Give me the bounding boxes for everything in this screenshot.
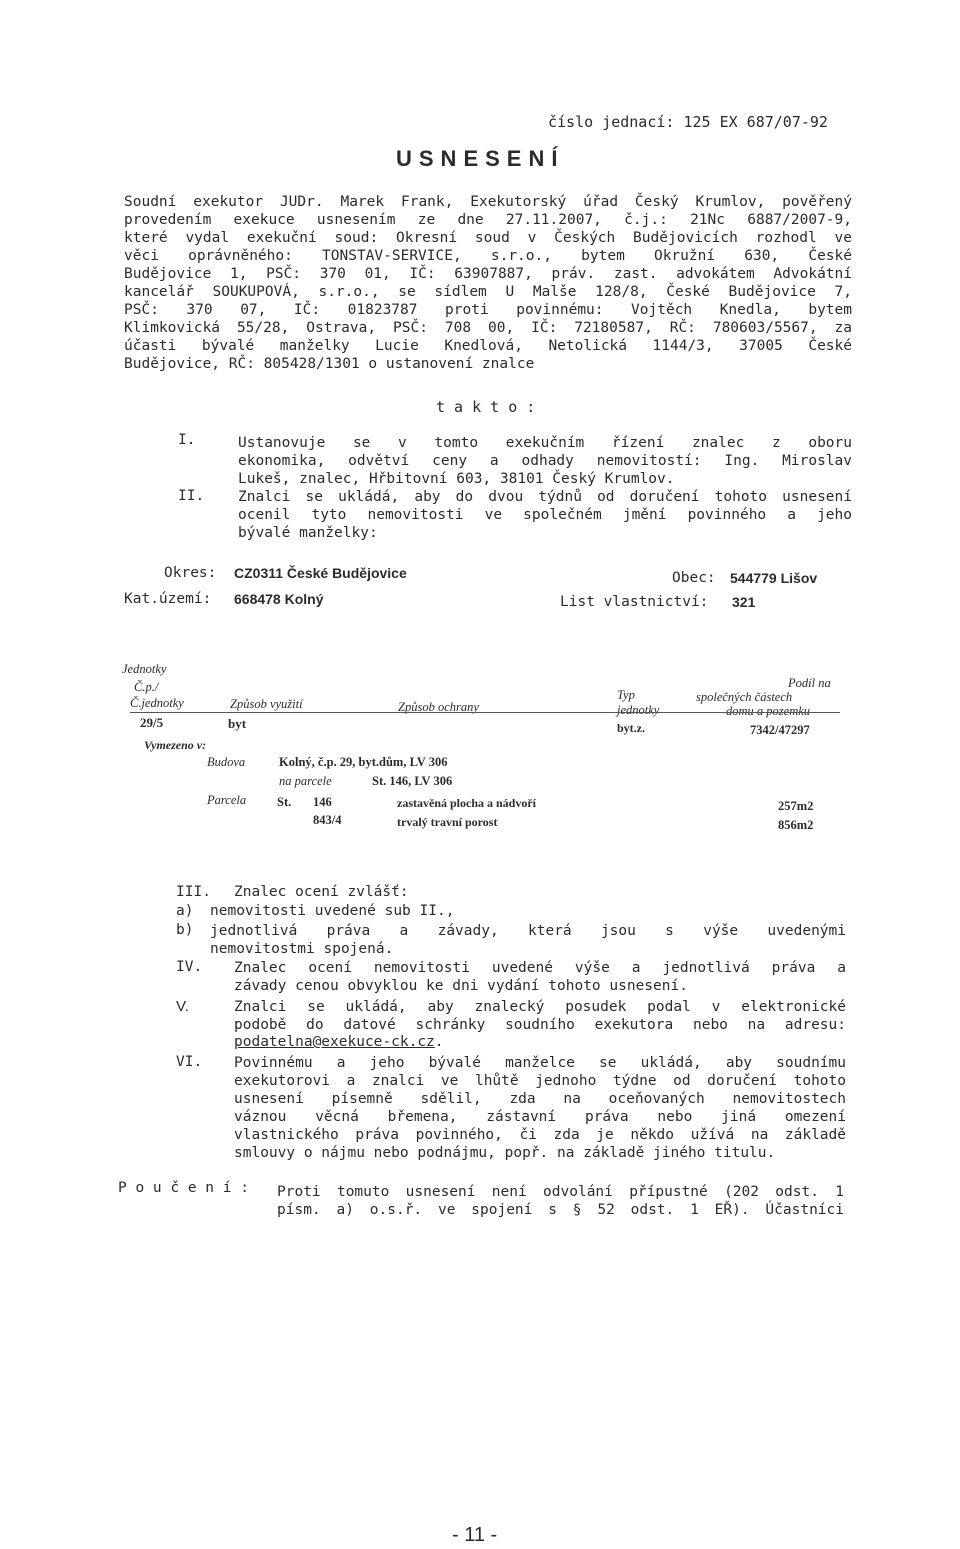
intro-line: věci oprávněného: TONSTAV-SERVICE, s.r.o., bytem Okružní 630, České bbox=[124, 248, 852, 264]
table-header-podil-pozemku: domu a pozemku bbox=[726, 704, 811, 718]
point-4-line: závady cenou obvyklou ke dni vydání tohoto usnesení. bbox=[234, 978, 688, 994]
intro-line: PSČ: 370 07, IČ: 01823787 proti povinnému: Vojtěch Knedla, bytem bbox=[124, 302, 852, 318]
point-5-text bbox=[234, 998, 846, 1034]
point-3-a-text: nemovitosti uvedené sub II., bbox=[210, 903, 455, 919]
point-5-line: Znalci se ukládá, aby znalecký posudek podal v elektronické bbox=[234, 999, 846, 1015]
reference-number: číslo jednací: 125 EX 687/07-92 bbox=[548, 113, 828, 131]
intro-line: účasti bývalé manželky Lucie Knedlová, Netolická 1144/3, 37005 České bbox=[124, 338, 852, 354]
unit-number: 29/5 bbox=[140, 715, 164, 730]
pouceni-text bbox=[277, 1183, 844, 1219]
parcela-prefix: St. bbox=[277, 795, 292, 809]
table-header-jednotky: Jednotky bbox=[122, 662, 167, 676]
point-1-line: Lukeš, znalec, Hřbitovní 603, 38101 Český Krumlov. bbox=[238, 471, 675, 487]
email-line-end: . bbox=[434, 1034, 444, 1050]
point-number: VI. bbox=[176, 1054, 203, 1070]
point-2-line: ocenil tyto nemovitosti ve společném jmění povinného a jeho bbox=[238, 507, 852, 523]
unit-usage: byt bbox=[228, 716, 247, 731]
unit-type: byt.z. bbox=[617, 721, 645, 735]
point-6-line: smlouvy o nájmu nebo podnájmu, popř. na základě jiného titulu. bbox=[234, 1145, 776, 1161]
point-4-text bbox=[234, 959, 846, 995]
point-number: III. bbox=[176, 884, 211, 900]
table-header-cjednotky: Č.jednotky bbox=[130, 696, 184, 710]
point-3-b-line: nemovitostmi spojená. bbox=[210, 941, 394, 957]
point-number: II. bbox=[178, 488, 205, 504]
sub-label: b) bbox=[176, 922, 194, 938]
point-2-line: bývalé manželky: bbox=[238, 525, 378, 541]
budova-value: Kolný, č.p. 29, byt.dům, LV 306 bbox=[279, 755, 448, 769]
point-number: V. bbox=[176, 998, 189, 1015]
obec-label: Obec: bbox=[672, 570, 716, 586]
point-number: I. bbox=[178, 432, 196, 448]
parcela-label: Parcela bbox=[207, 793, 247, 807]
intro-line: Budějovice 1, PSČ: 370 01, IČ: 63907887, práv. zast. advokátem Advokátní bbox=[124, 266, 852, 282]
na-parcele-value: St. 146, LV 306 bbox=[372, 774, 453, 788]
obec-value: 544779 Lišov bbox=[730, 570, 818, 586]
point-3-b-text bbox=[210, 922, 846, 958]
na-parcele-label: na parcele bbox=[279, 774, 332, 788]
point-6-text bbox=[234, 1054, 846, 1162]
takto-heading: t a k t o : bbox=[436, 398, 536, 416]
okres-value: CZ0311 České Budějovice bbox=[234, 565, 407, 581]
point-6-line: Povinnému a jeho bývalé manželce se ukládá, aby soudnímu bbox=[234, 1055, 846, 1071]
unit-share: 7342/47297 bbox=[750, 723, 810, 737]
budova-label: Budova bbox=[207, 755, 246, 769]
page-number: - 11 - bbox=[452, 1524, 498, 1546]
lv-value: 321 bbox=[732, 594, 756, 610]
email-link[interactable]: podatelna@exekuce-ck.cz bbox=[234, 1034, 435, 1050]
table-header-cp: Č.p./ bbox=[134, 680, 159, 694]
point-1-text bbox=[238, 434, 852, 488]
table-header-zpusob-ochrany: Způsob ochrany bbox=[398, 700, 479, 714]
kat-value: 668478 Kolný bbox=[234, 591, 324, 607]
parcela-area: 257m2 bbox=[778, 799, 814, 813]
page-title: USNESENÍ bbox=[396, 146, 565, 171]
point-2-text bbox=[238, 488, 852, 542]
point-1-line: ekonomika, odvětví ceny a odhady nemovitostí: Ing. Miroslav bbox=[238, 453, 852, 469]
pouceni-line: Proti tomuto usnesení není odvolání přípustné (202 odst. 1 bbox=[277, 1184, 844, 1200]
table-header-typ-jednotky: jednotky bbox=[617, 703, 660, 717]
point-4-line: Znalec ocení nemovitosti uvedené výše a jednotlivá práva a bbox=[234, 960, 846, 976]
table-header-typ: Typ bbox=[617, 688, 635, 702]
parcela-area: 856m2 bbox=[778, 818, 814, 832]
point-5-line: podobě do datové schránky soudního exekutora nebo na adresu: bbox=[234, 1017, 846, 1033]
parcela-number: 146 bbox=[313, 795, 332, 809]
point-6-line: vlastnického práva povinného, či zda je někdo užívá na základě bbox=[234, 1127, 846, 1143]
point-1-line: Ustanovuje se v tomto exekučním řízení znalec z oboru bbox=[238, 435, 852, 451]
okres-label: Okres: bbox=[164, 565, 217, 581]
table-header-podil-castech: společných částech bbox=[696, 690, 793, 704]
pouceni-line: písm. a) o.s.ř. ve spojení s § 52 odst. 1 EŘ). Účastníci bbox=[277, 1202, 844, 1218]
point-number: IV. bbox=[176, 959, 203, 975]
point-2-line: Znalci se ukládá, aby do dvou týdnů od doručení tohoto usnesení bbox=[238, 489, 852, 505]
point-3-text: Znalec ocení zvlášť: bbox=[234, 884, 409, 900]
point-6-line: váznou věcná břemena, zástavní práva nebo jiná omezení bbox=[234, 1109, 846, 1125]
intro-line: provedením exekuce usnesením ze dne 27.11.2007, č.j.: 21Nc 6887/2007-9, bbox=[124, 212, 852, 228]
parcela-type: zastavěná plocha a nádvoří bbox=[397, 796, 537, 810]
intro-line: Budějovice, RČ: 805428/1301 o ustanovení znalce bbox=[124, 356, 535, 372]
email-line bbox=[234, 1034, 444, 1050]
intro-line: které vydal exekuční soud: Okresní soud v Českých Budějovicích rozhodl ve bbox=[124, 230, 852, 246]
parcela-number: 843/4 bbox=[313, 813, 342, 827]
intro-line: kancelář SOUKUPOVÁ, s.r.o., se sídlem U Malše 128/8, České Budějovice 7, bbox=[124, 284, 852, 300]
point-6-line: usnesení písemně sdělil, zda na oceňovaných nemovitostech bbox=[234, 1091, 846, 1107]
parcela-type: trvalý travní porost bbox=[397, 815, 498, 829]
lv-label: List vlastnictví: bbox=[560, 594, 709, 610]
intro-line: Soudní exekutor JUDr. Marek Frank, Exekutorský úřad Český Krumlov, pověřený bbox=[124, 194, 852, 210]
kat-label: Kat.území: bbox=[124, 591, 212, 607]
vymezeno-label: Vymezeno v: bbox=[144, 738, 207, 752]
intro-line: Klimkovická 55/28, Ostrava, PSČ: 708 00, IČ: 72180587, RČ: 780603/5567, za bbox=[124, 320, 852, 336]
table-header-rule bbox=[130, 712, 840, 713]
table-header-zpusob-vyuziti: Způsob využití bbox=[230, 697, 303, 711]
intro-paragraph bbox=[124, 193, 852, 373]
table-header-podil: Podíl na bbox=[788, 676, 831, 690]
sub-label: a) bbox=[176, 903, 194, 919]
point-3-b-line: jednotlivá práva a závady, která jsou s výše uvedenými bbox=[210, 923, 846, 939]
point-6-line: exekutorovi a znalci ve lhůtě jednoho týdne od doručení tohoto bbox=[234, 1073, 846, 1089]
pouceni-label: P o u č e n í : bbox=[118, 1180, 249, 1196]
